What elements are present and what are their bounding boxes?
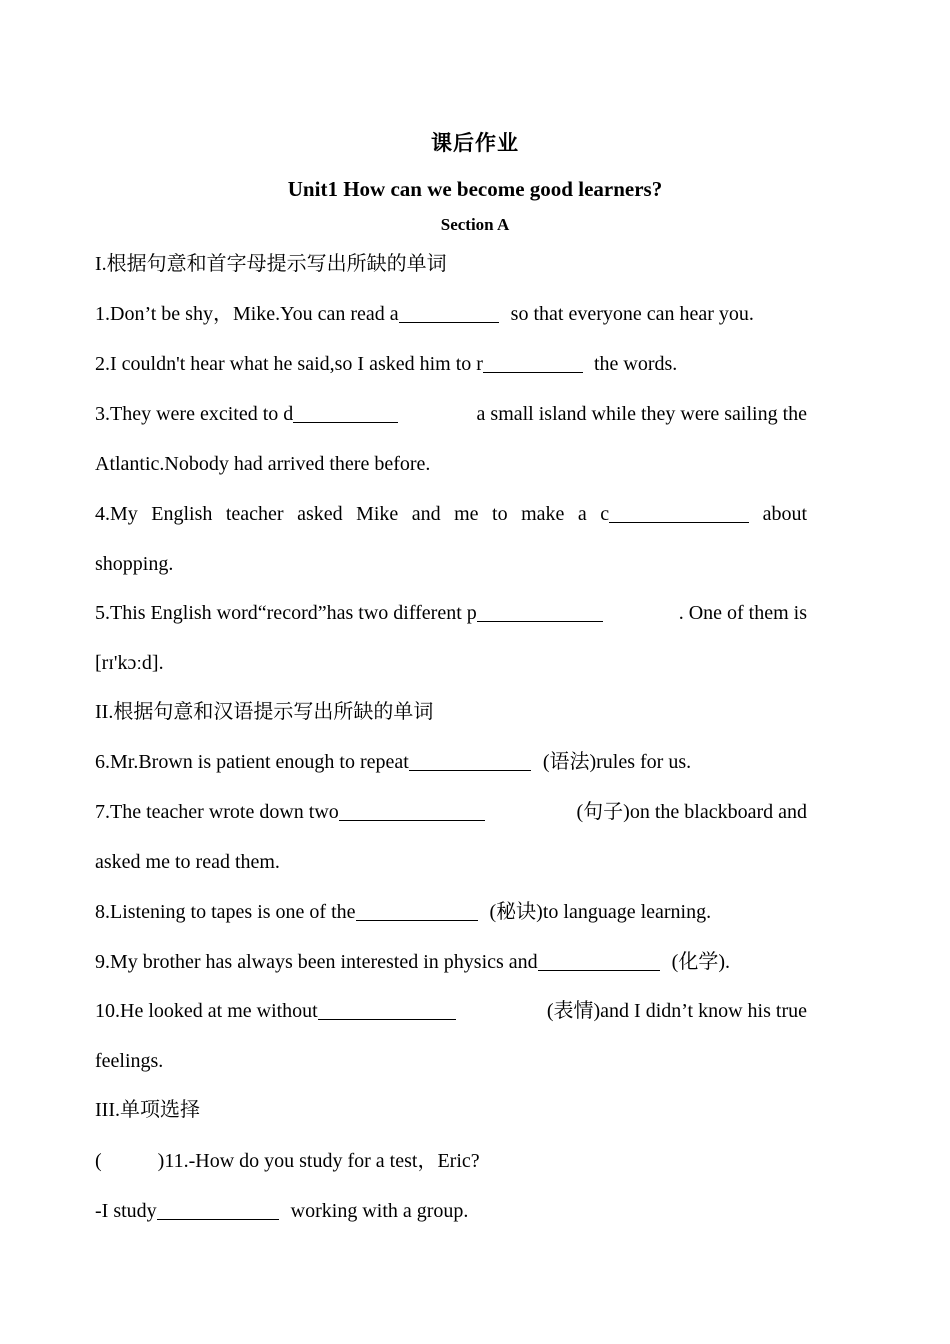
q1-text-b: so that everyone can hear you. [510,303,754,325]
q3-text-b: a small island while they were sailing the [476,403,807,425]
q4-word: teacher [225,503,284,525]
q8-text-a: 8.Listening to tapes is one of the [95,901,356,923]
q4-word: to [492,503,508,525]
question-2 [95,351,807,377]
q4-word: Mike [356,503,399,525]
q7-text-b: (句子)on the blackboard and [576,801,807,823]
part2-heading: II.根据句意和汉语提示写出所缺的单词 [95,701,434,723]
q11-text-b: -I study [95,1200,157,1222]
q4-word: me [454,503,479,525]
unit-title: Unit1 How can we become good learners? [287,177,663,201]
q4-text-c: shopping. [95,553,174,575]
q1-text-a: 1.Don’t be shy，Mike.You can read a [95,303,399,325]
q6-text-b: (语法)rules for us. [542,751,692,773]
q7-blank[interactable] [339,800,485,821]
q4-word: English [151,503,213,525]
q5-text-a: 5.This English word“record”has two different p [95,602,477,624]
q3-text-c: Atlantic.Nobody had arrived there before. [95,453,431,475]
q6-text-a: 6.Mr.Brown is patient enough to repeat [95,751,409,773]
question-5 [95,600,807,626]
q10-blank[interactable] [318,999,456,1020]
q4-word: and [411,503,441,525]
q11-text-a: )11.-How do you study for a test，Eric? [157,1150,480,1172]
question-8 [95,899,807,925]
q4-blank[interactable] [609,502,749,523]
question-9 [95,949,807,975]
q11-blank[interactable] [157,1199,279,1220]
q9-blank[interactable] [538,950,660,971]
q8-blank[interactable] [356,900,478,921]
page-title: 课后作业 [431,131,519,155]
question-1 [95,301,807,327]
q9-text-b: (化学). [671,951,730,973]
q10-text-b: (表情)and I didn’t know his true [546,1000,807,1022]
q4-word: make [521,503,565,525]
q11-text-c: working with a group. [290,1200,469,1222]
q4-word: asked [297,503,343,525]
q4-word: a [577,503,587,525]
question-11-answer [95,1198,807,1224]
part3-heading: III.单项选择 [95,1099,200,1121]
q2-text-a: 2.I couldn't hear what he said,so I asked him to r [95,353,483,375]
q5-text-b: . One of them is [678,602,807,624]
question-4 [95,501,807,527]
q1-blank[interactable] [399,302,499,323]
q11-open-paren: ( [95,1150,102,1172]
q6-blank[interactable] [409,750,531,771]
question-6 [95,749,807,775]
q5-text-c: [rɪ'kɔːd]. [95,652,164,674]
q8-text-b: (秘诀)to language learning. [489,901,712,923]
q10-text-a: 10.He looked at me without [95,1000,318,1022]
part1-heading: I.根据句意和首字母提示写出所缺的单词 [95,253,447,275]
section-title: Section A [440,215,510,234]
q2-blank[interactable] [483,352,583,373]
question-3 [95,401,807,427]
question-11 [95,1148,807,1174]
question-7 [95,799,807,825]
q7-text-a: 7.The teacher wrote down two [95,801,339,823]
q5-blank[interactable] [477,601,603,622]
q4-text-a: c [600,503,610,525]
q4-text-b: about [762,503,807,525]
q4-word: 4.My [95,503,138,525]
q7-text-c: asked me to read them. [95,851,280,873]
q10-text-c: feelings. [95,1050,164,1072]
q3-blank[interactable] [293,402,398,423]
q9-text-a: 9.My brother has always been interested in physics and [95,951,538,973]
question-10 [95,998,807,1024]
q3-text-a: 3.They were excited to d [95,403,294,425]
q2-text-b: the words. [593,353,678,375]
